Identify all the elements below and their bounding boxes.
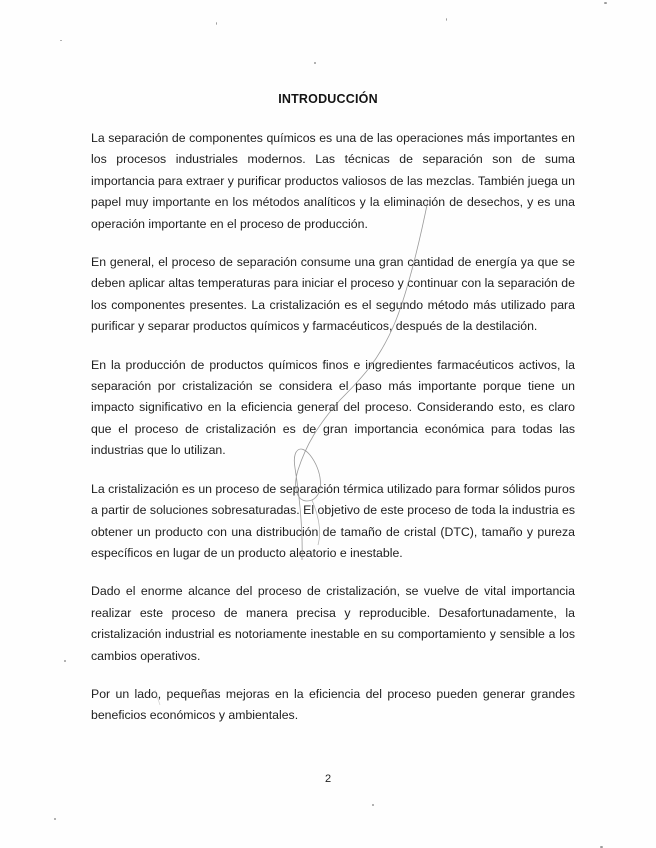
scan-speck	[54, 818, 56, 820]
paragraph-3: En la producción de productos químicos finos e ingredientes farmacéuticos activos, la separación por cristalización se considera el paso más importante porque tiene un impacto significativo en la eficiencia general del proceso. Considerando esto, es claro que el proceso de cristalización es de gran importancia económica para todas las industrias que lo utilizan.	[91, 357, 575, 458]
page-number: 2	[324, 773, 332, 785]
paragraph-1: La separación de componentes químicos es una de las operaciones más importantes en los procesos industriales modernos. Las técnicas de separación son de suma importancia para extraer y purificar productos valiosos de las mezclas. También juega un papel muy importante en los métodos analíticos y la eliminación de desechos, y es una operación importante en el proceso de producción.	[91, 131, 575, 231]
scan-speck	[372, 804, 374, 806]
scan-speck	[64, 660, 66, 662]
page-title: INTRODUCCIÓN	[278, 92, 378, 106]
paragraph-5: Dado el enorme alcance del proceso de cristalización, se vuelve de vital importancia realizar este proceso de manera precisa y reproducible. Desafortunadamente, la cristalización industrial es notoriamente inestable en su comportamiento y sensible a los cambios operativos.	[91, 584, 575, 663]
paragraph-2: En general, el proceso de separación consume una gran cantidad de energía ya que se deben aplicar altas temperaturas para iniciar el proceso y continuar con la separación de los componentes presentes. La cristalización es el segundo método más utilizado para purificar y separar productos químicos y farmacéuticos, después de la destilación.	[91, 255, 575, 334]
body-text	[91, 128, 575, 744]
paragraph-4: La cristalización es un proceso de separación térmica utilizado para formar sólidos puros a partir de soluciones sobresaturadas. El objetivo de este proceso de toda la industria es obtener un producto con una distribución de tamaño de cristal (DTC), tamaño y pureza específicos en lugar de un producto aleatorio e inestable.	[91, 481, 575, 560]
scan-speck	[446, 18, 447, 21]
scan-speck	[216, 22, 217, 25]
scan-speck	[60, 40, 62, 41]
paragraph-6: Por un lado, pequeñas mejoras en la eficiencia del proceso pueden generar grandes beneficios económicos y ambientales.	[91, 686, 575, 723]
scan-speck	[604, 2, 607, 4]
scan-speck	[314, 62, 316, 64]
